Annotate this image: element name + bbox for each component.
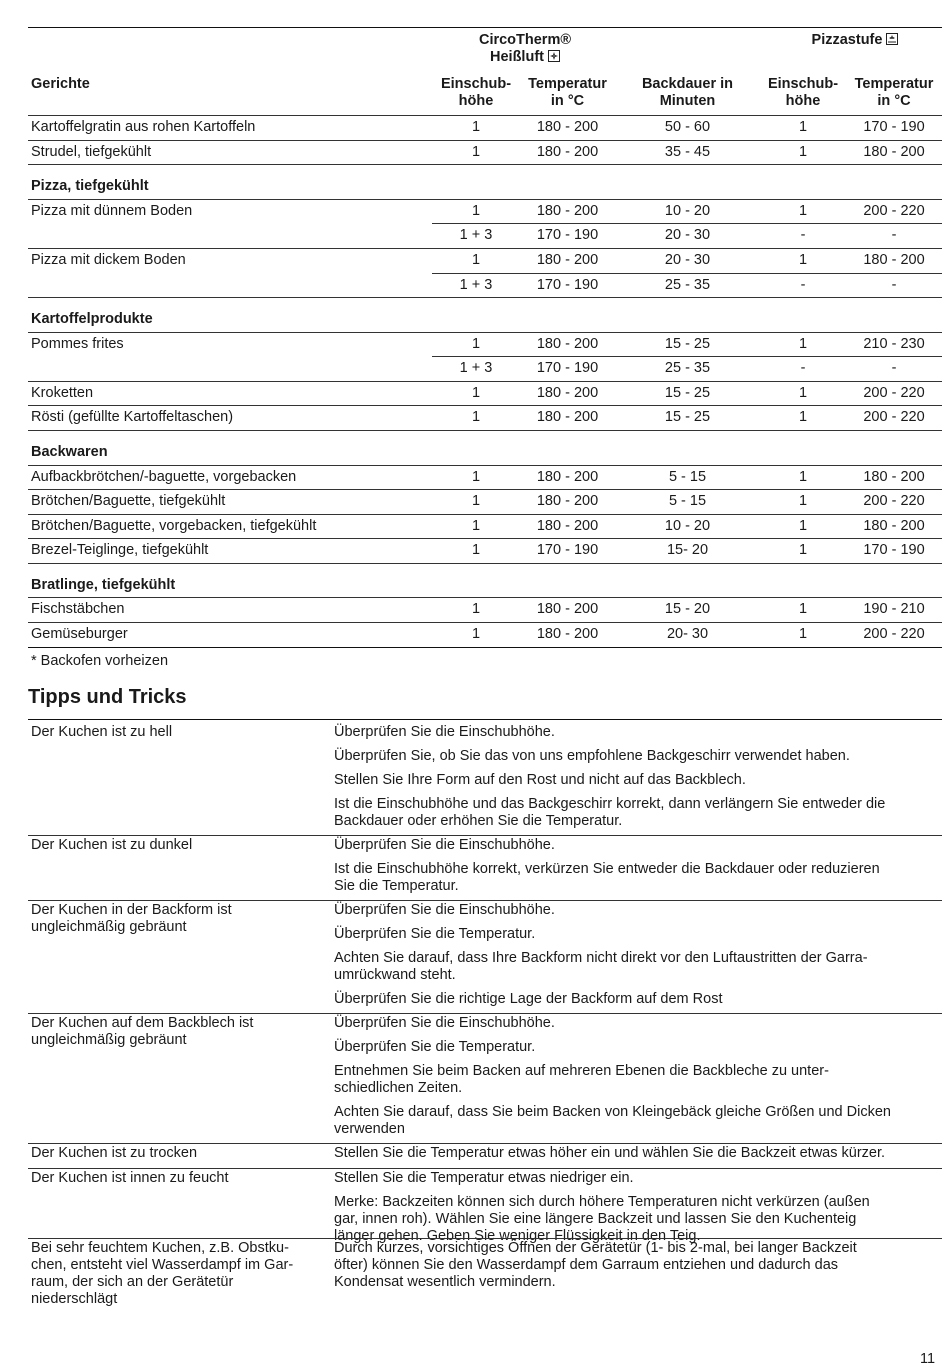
problem-text: Der Kuchen ist innen zu feucht <box>31 1169 229 1186</box>
table-cell: 180 - 200 <box>536 601 599 618</box>
table-cell: 1 <box>471 335 481 352</box>
table-cell: 20 - 30 <box>664 251 711 268</box>
pizza-header: Pizzastufe <box>770 32 940 49</box>
table-rule <box>28 563 942 564</box>
table-cell: 180 - 200 <box>536 493 599 510</box>
circotherm-header: CircoTherm® Heißluft <box>478 32 572 65</box>
table-cell: 1 + 3 <box>459 227 493 244</box>
table-rule <box>432 356 942 357</box>
table-rule <box>28 622 942 623</box>
table-rule <box>28 430 942 431</box>
table-cell: 1 <box>798 143 808 160</box>
table-cell: 180 - 200 <box>536 626 599 642</box>
solution-text: Überprüfen Sie die richtige Lage der Backform auf dem Rost <box>334 991 723 1007</box>
table-cell: 180 - 200 <box>863 143 925 160</box>
table-cell: 170 - 190 <box>536 276 599 293</box>
table-cell: 1 <box>798 202 808 219</box>
table-cell: 1 <box>471 202 481 219</box>
table-cell: - <box>891 360 897 377</box>
table-cell: 170 - 190 <box>536 227 599 244</box>
tips-rule <box>28 1168 942 1169</box>
dish-name: Rösti (gefüllte Kartoffeltaschen) <box>31 409 234 426</box>
table-cell: 180 - 200 <box>536 384 599 401</box>
table-rule <box>28 381 942 382</box>
table-cell: 15- 20 <box>666 542 709 559</box>
table-rule <box>28 597 942 598</box>
table-cell: - <box>891 276 897 293</box>
table-cell: 180 - 200 <box>863 517 925 534</box>
tips-rule <box>28 1143 942 1144</box>
table-rule <box>28 140 942 141</box>
table-cell: 1 <box>471 251 481 268</box>
table-rule <box>432 273 942 274</box>
table-cell: 1 <box>798 335 808 352</box>
table-cell: 15 - 25 <box>664 384 711 401</box>
table-cell: 15 - 25 <box>664 409 711 426</box>
table-cell: 5 - 15 <box>668 468 707 485</box>
dish-name: Strudel, tiefgekühlt <box>31 143 152 160</box>
solution-text: Überprüfen Sie die Temperatur. <box>334 1039 536 1055</box>
footnote: * Backofen vorheizen <box>31 653 169 669</box>
solutions <box>334 837 942 902</box>
table-cell: 1 <box>471 601 481 618</box>
table-cell: 1 <box>798 493 808 510</box>
tips-rule <box>28 1013 942 1014</box>
problem-text: Bei sehr feuchtem Kuchen, z.B. Obstku- chen, entsteht viel Wasserdampf im Gar- raum, der sich an der Gerätetür niederschlägt <box>31 1239 294 1307</box>
table-cell: 180 - 200 <box>863 468 925 485</box>
table-cell: 25 - 35 <box>664 360 711 377</box>
table-cell: 1 <box>471 384 481 401</box>
table-cell: 1 <box>471 119 481 135</box>
table-cell: 180 - 200 <box>536 517 599 534</box>
table-cell: 1 <box>471 626 481 642</box>
table-cell: 200 - 220 <box>863 384 925 401</box>
page-number: 11 <box>920 1351 936 1367</box>
fan-icon <box>548 50 560 62</box>
problem-text: Der Kuchen ist zu hell <box>31 724 173 740</box>
table-cell: 15 - 20 <box>664 601 711 618</box>
table-cell: 1 <box>798 119 808 135</box>
solutions <box>334 1015 942 1145</box>
problem <box>31 837 321 861</box>
table-cell: 35 - 45 <box>664 143 711 160</box>
table-cell: 180 - 200 <box>863 251 925 268</box>
table-cell: 1 <box>471 542 481 559</box>
table-cell: - <box>891 227 897 244</box>
table-cell: 1 <box>798 384 808 401</box>
table-cell: 1 <box>798 626 808 642</box>
table-cell: 1 <box>471 517 481 534</box>
solution-text: Durch kurzes, vorsichtiges Öffnen der Gerätetür (1- bis 2-mal, bei langer Backzeit öfter) können Sie den Wasserdampf dem Garraum entziehen und dadurch das Kondensat wesentlich vermindern. <box>334 1239 857 1290</box>
table-rule <box>432 223 942 224</box>
table-top-rule <box>28 27 942 28</box>
tips-rule <box>28 1238 942 1239</box>
table-rule <box>28 647 942 648</box>
section-header: Pizza, tiefgekühlt <box>31 178 149 195</box>
table-cell: 1 <box>471 143 481 160</box>
solution-text: Ist die Einschubhöhe und das Backgeschirr korrekt, dann verlängern Sie entweder die Backdauer oder erhöhen Sie die Temperatur. <box>334 796 886 829</box>
tips-title: Tipps und Tricks <box>28 686 187 708</box>
dish-name: Kroketten <box>31 384 94 401</box>
table-rule <box>28 297 942 298</box>
solutions <box>334 1145 942 1169</box>
section-header: Backwaren <box>31 444 108 460</box>
solution-text: Überprüfen Sie die Einschubhöhe. <box>334 837 555 853</box>
dish-name: Fischstäbchen <box>31 601 125 618</box>
problem <box>31 902 321 943</box>
table-cell: 1 + 3 <box>459 276 493 293</box>
dish-name: Kartoffelgratin aus rohen Kartoffeln <box>31 119 256 135</box>
table-cell: 180 - 200 <box>536 119 599 135</box>
table-cell: 1 <box>471 409 481 426</box>
tips-rule <box>28 835 942 836</box>
table-cell: 15 - 25 <box>664 335 711 352</box>
table-cell: 1 <box>471 493 481 510</box>
table-cell: 180 - 200 <box>536 335 599 352</box>
dish-name: Brezel-Teiglinge, tiefgekühlt <box>31 542 209 559</box>
table-rule <box>28 332 942 333</box>
table-cell: 1 + 3 <box>459 360 493 377</box>
table-rule <box>28 115 942 116</box>
solution-text: Achten Sie darauf, dass Ihre Backform nicht direkt vor den Luftaustritten der Garra- umrückwand steht. <box>334 950 868 983</box>
tips-rule <box>28 900 942 901</box>
table-cell: 20- 30 <box>666 626 709 642</box>
section-header: Bratlinge, tiefgekühlt <box>31 576 176 593</box>
table-cell: 1 <box>798 468 808 485</box>
problem <box>31 1170 321 1194</box>
solution-text: Merke: Backzeiten können sich durch höhere Temperaturen nicht verkürzen (außen gar, innen roh). Wählen Sie eine längere Backzeit und lassen Sie den Kuchenteig länger gehen. Geben Sie weniger Flüssigkeit in den Teig. <box>334 1193 870 1244</box>
table-cell: 200 - 220 <box>863 626 925 642</box>
solution-text: Überprüfen Sie, ob Sie das von uns empfohlene Backgeschirr verwendet haben. <box>334 748 850 764</box>
table-cell: 180 - 200 <box>536 202 599 219</box>
column-header-dishes: Gerichte <box>31 76 90 92</box>
table-rule <box>28 489 942 490</box>
solution-text: Stellen Sie Ihre Form auf den Rost und nicht auf das Backblech. <box>334 772 746 788</box>
problem <box>31 724 321 748</box>
table-rule <box>28 465 942 466</box>
table-cell: 1 <box>798 542 808 559</box>
solution-text: Überprüfen Sie die Einschubhöhe. <box>334 724 555 740</box>
solution-text: Entnehmen Sie beim Backen auf mehreren Ebenen die Backbleche zu unter- schiedlichen Zeiten. <box>334 1063 829 1096</box>
dish-name: Pommes frites <box>31 335 124 352</box>
tips-top-rule <box>28 719 942 720</box>
table-cell: 200 - 220 <box>863 493 925 510</box>
dish-name: Aufbackbrötchen/-baguette, vorgebacken <box>31 468 297 485</box>
table-cell: - <box>800 227 806 244</box>
table-cell: 1 <box>471 468 481 485</box>
solution-text: Überprüfen Sie die Temperatur. <box>334 926 536 942</box>
column-header-time: Backdauer in Minuten <box>641 76 734 109</box>
table-rule <box>28 199 942 200</box>
problem <box>31 1145 321 1169</box>
table-cell: 1 <box>798 409 808 426</box>
column-header-level-b: Einschub- höhe <box>767 76 839 109</box>
table-cell: 5 - 15 <box>668 493 707 510</box>
table-cell: 20 - 30 <box>664 227 711 244</box>
table-cell: 180 - 200 <box>536 251 599 268</box>
problem-text: Der Kuchen in der Backform ist ungleichmäßig gebräunt <box>31 902 232 935</box>
table-cell: 170 - 190 <box>536 360 599 377</box>
problem-text: Der Kuchen auf dem Backblech ist ungleichmäßig gebräunt <box>31 1015 254 1048</box>
solution-text: Überprüfen Sie die Einschubhöhe. <box>334 1015 555 1031</box>
pizza-mode-icon <box>886 33 898 45</box>
table-cell: 170 - 190 <box>863 542 925 559</box>
column-header-temp: Temperatur in °C <box>528 76 607 109</box>
table-cell: 10 - 20 <box>664 517 711 534</box>
table-rule <box>28 514 942 515</box>
table-rule <box>28 164 942 165</box>
table-cell: 170 - 190 <box>536 542 599 559</box>
table-cell: 180 - 200 <box>536 409 599 426</box>
problem-text: Der Kuchen ist zu trocken <box>31 1145 198 1161</box>
solutions <box>334 902 942 1015</box>
table-cell: 170 - 190 <box>863 119 925 135</box>
solution-text: Achten Sie darauf, dass Sie beim Backen von Kleingebäck gleiche Größen und Dicken verwenden <box>334 1104 891 1137</box>
solutions <box>334 1240 942 1298</box>
section-header: Kartoffelprodukte <box>31 311 153 328</box>
problem <box>31 1015 321 1056</box>
problem-text: Der Kuchen ist zu dunkel <box>31 837 193 853</box>
table-cell: 10 - 20 <box>664 202 711 219</box>
table-cell: - <box>800 276 806 293</box>
table-rule <box>28 405 942 406</box>
solution-text: Ist die Einschubhöhe korrekt, verkürzen Sie entweder die Backdauer oder reduzieren Sie die Temperatur. <box>334 861 880 894</box>
dish-name: Pizza mit dickem Boden <box>31 251 186 268</box>
table-cell: 200 - 220 <box>863 202 925 219</box>
dish-name: Brötchen/Baguette, tiefgekühlt <box>31 493 226 510</box>
table-cell: 1 <box>798 601 808 618</box>
problem <box>31 1240 321 1315</box>
table-rule <box>28 248 942 249</box>
table-cell: 200 - 220 <box>863 409 925 426</box>
table-cell: 180 - 200 <box>536 143 599 160</box>
column-header-temp-b: Temperatur in °C <box>854 76 934 109</box>
table-cell: 180 - 200 <box>536 468 599 485</box>
solution-text: Stellen Sie die Temperatur etwas höher ein und wählen Sie die Backzeit etwas kürzer. <box>334 1145 886 1161</box>
table-cell: - <box>800 360 806 377</box>
table-cell: 50 - 60 <box>664 119 711 135</box>
table-cell: 210 - 230 <box>863 335 925 352</box>
table-cell: 1 <box>798 517 808 534</box>
column-header-level: Einschub- höhe <box>440 76 512 109</box>
dish-name: Gemüseburger <box>31 626 128 642</box>
table-cell: 1 <box>798 251 808 268</box>
solutions <box>334 724 942 837</box>
dish-name: Brötchen/Baguette, vorgebacken, tiefgekühlt <box>31 517 317 534</box>
solution-text: Überprüfen Sie die Einschubhöhe. <box>334 902 555 918</box>
table-rule <box>28 538 942 539</box>
table-cell: 190 - 210 <box>863 601 925 618</box>
solution-text: Stellen Sie die Temperatur etwas niedriger ein. <box>334 1169 634 1186</box>
dish-name: Pizza mit dünnem Boden <box>31 202 193 219</box>
table-cell: 25 - 35 <box>664 276 711 293</box>
